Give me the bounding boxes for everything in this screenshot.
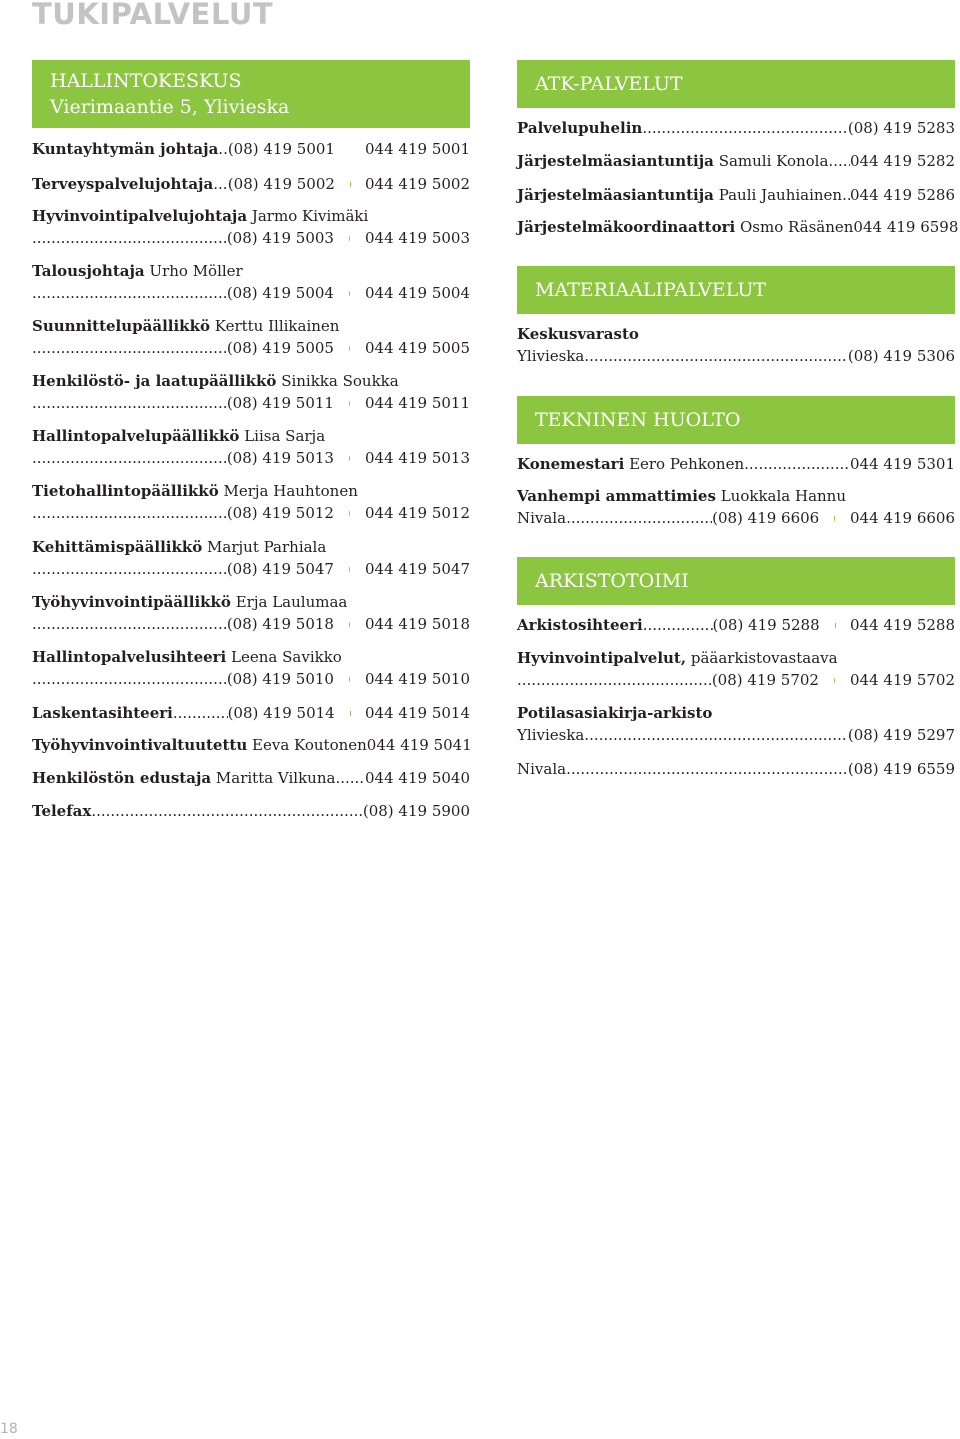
phone-number: (08) 419 5003 — [226, 229, 334, 247]
phone-number: (08) 419 5306 — [847, 347, 955, 365]
leader-dots — [566, 758, 848, 780]
bullet-icon — [349, 511, 350, 516]
contact-row — [32, 558, 470, 580]
contact-row — [517, 150, 955, 172]
mobile-number: 044 419 5010 — [365, 670, 470, 688]
contact-role: Hallintopalvelusihteeri — [32, 648, 227, 666]
leader-dots — [218, 138, 228, 160]
tekninen-banner — [517, 396, 955, 444]
contact-title — [32, 646, 342, 668]
place-name: Nivala — [517, 760, 567, 778]
contact-row — [32, 282, 470, 304]
mobile-number: 044 419 5012 — [365, 504, 470, 522]
contact-row — [517, 345, 955, 367]
phone-number: (08) 419 5047 — [226, 560, 334, 578]
contact-title — [32, 315, 339, 337]
phone-number: (08) 419 6559 — [847, 760, 955, 778]
leader-dots — [173, 702, 228, 724]
contact-row — [32, 734, 470, 756]
mobile-number: 044 419 5014 — [365, 704, 470, 722]
leader-dots — [828, 150, 850, 172]
contact-person: Luokkala Hannu — [720, 487, 846, 505]
arkisto-banner — [517, 557, 955, 605]
contact-person: Eero Pehkonen — [629, 455, 745, 473]
contact-person: Sinikka Soukka — [281, 372, 399, 390]
contact-role: Järjestelmäasiantuntija — [517, 152, 714, 170]
contact-role: Järjestelmäasiantuntija — [517, 186, 714, 204]
contact-person: Erja Laulumaa — [235, 593, 348, 611]
phone-number: (08) 419 5013 — [226, 449, 334, 467]
phone-number: (08) 419 5001 — [227, 140, 335, 158]
contact-title — [32, 536, 326, 558]
contact-row — [32, 767, 470, 789]
phone-number: (08) 419 5900 — [362, 802, 470, 820]
contact-person: pääarkistovastaava — [690, 649, 838, 667]
contact-title — [32, 260, 243, 282]
contact-person: Pauli Jauhiainen — [718, 186, 843, 204]
hallintokeskus-heading: HALLINTOKESKUS — [50, 70, 242, 92]
mobile-number: 044 419 5003 — [365, 229, 470, 247]
contact-role: Keskusvarasto — [517, 325, 639, 343]
atk-banner — [517, 60, 955, 108]
page-number: 18 — [0, 1421, 18, 1437]
contact-row — [32, 613, 470, 635]
contact-row — [32, 502, 470, 524]
leader-dots — [32, 282, 227, 304]
leader-dots — [566, 507, 712, 529]
mobile-number: 044 419 5702 — [850, 671, 955, 689]
contact-row — [517, 117, 955, 139]
place-name: Nivala — [517, 509, 567, 527]
contact-row — [32, 173, 470, 195]
mobile-number: 044 419 5301 — [850, 455, 955, 473]
place-name: Ylivieska — [517, 726, 585, 744]
phone-number: (08) 419 5283 — [847, 119, 955, 137]
phone-number: (08) 419 5005 — [226, 339, 334, 357]
contact-role: Hallintopalvelupäällikkö — [32, 427, 240, 445]
hallintokeskus-address: Vierimaantie 5, Ylivieska — [50, 96, 290, 118]
mobile-number: 044 419 5011 — [365, 394, 470, 412]
contact-person: Urho Möller — [149, 262, 243, 280]
mobile-number: 044 419 5018 — [365, 615, 470, 633]
contact-title — [32, 205, 368, 227]
bullet-icon — [834, 516, 835, 521]
contact-role: Terveyspalvelujohtaja — [32, 175, 214, 193]
contact-role: Hyvinvointipalvelut, — [517, 649, 687, 667]
contact-row — [32, 702, 470, 724]
phone-number: (08) 419 5297 — [847, 726, 955, 744]
phone-number: (08) 419 6606 — [712, 509, 820, 527]
page-title: TUKIPALVELUT — [32, 0, 274, 31]
place-name: Ylivieska — [517, 347, 585, 365]
contact-role: Suunnittelupäällikkö — [32, 317, 210, 335]
contact-person: Liisa Sarja — [244, 427, 326, 445]
mobile-number: 044 419 5002 — [365, 175, 470, 193]
contact-row — [517, 453, 955, 475]
contact-person: Jarmo Kivimäki — [251, 207, 369, 225]
contact-row — [32, 227, 470, 249]
contact-role: Telefax — [32, 802, 92, 820]
mobile-number: 044 419 5001 — [365, 140, 470, 158]
bullet-icon — [349, 456, 350, 461]
contact-row — [517, 758, 955, 780]
phone-number: (08) 419 5012 — [226, 504, 334, 522]
contact-role: Hyvinvointipalvelujohtaja — [32, 207, 248, 225]
contact-row — [32, 138, 470, 160]
contact-row — [517, 614, 955, 636]
contact-title — [32, 591, 347, 613]
phone-number: (08) 419 5010 — [226, 670, 334, 688]
phone-number: (08) 419 5004 — [226, 284, 334, 302]
leader-dots — [32, 227, 227, 249]
contact-title — [517, 485, 846, 507]
bullet-icon — [349, 677, 350, 682]
contact-role: Henkilöstön edustaja — [32, 769, 212, 787]
mobile-number: 044 419 5004 — [365, 284, 470, 302]
leader-dots — [32, 668, 227, 690]
leader-dots — [584, 345, 847, 367]
leader-dots — [91, 800, 363, 822]
contact-role: Arkistosihteeri — [517, 616, 643, 634]
materiaali-banner — [517, 266, 955, 314]
contact-person: Kerttu Illikainen — [214, 317, 340, 335]
leader-dots — [642, 117, 848, 139]
contact-role: Kuntayhtymän johtaja — [32, 140, 219, 158]
mobile-number: 044 419 5041 — [366, 736, 472, 754]
contact-person: Leena Savikko — [231, 648, 342, 666]
contact-row — [517, 507, 955, 529]
contact-role: Tietohallintopäällikkö — [32, 482, 219, 500]
leader-dots — [517, 669, 712, 691]
leader-dots — [584, 724, 847, 746]
phone-number: (08) 419 5702 — [711, 671, 819, 689]
phone-number: (08) 419 5014 — [227, 704, 335, 722]
contact-person: Maritta Vilkuna — [215, 769, 336, 787]
contact-row — [32, 337, 470, 359]
contact-person: Eeva Koutonen — [252, 736, 367, 754]
bullet-icon — [349, 401, 350, 406]
mobile-number: 044 419 6606 — [850, 509, 955, 527]
phone-number: (08) 419 5011 — [226, 394, 334, 412]
mobile-number: 044 419 6598 — [853, 218, 959, 236]
contact-role: Palvelupuhelin — [517, 119, 643, 137]
contact-title — [32, 370, 399, 392]
contact-title — [32, 480, 358, 502]
contact-person: Samuli Konola — [718, 152, 829, 170]
mobile-number: 044 419 5288 — [850, 616, 955, 634]
contact-title — [32, 425, 325, 447]
contact-person: Marjut Parhiala — [207, 538, 327, 556]
leader-dots — [32, 447, 227, 469]
leader-dots — [842, 184, 850, 206]
contact-role: Potilasasiakirja-arkisto — [517, 704, 713, 722]
contact-row — [32, 392, 470, 414]
leader-dots — [32, 337, 227, 359]
bullet-icon — [349, 291, 350, 296]
contact-row — [32, 447, 470, 469]
leader-dots — [643, 614, 713, 636]
contact-row — [517, 724, 955, 746]
contact-role: Työhyvinvointipäällikkö — [32, 593, 231, 611]
phone-number: (08) 419 5002 — [227, 175, 335, 193]
mobile-number: 044 419 5047 — [365, 560, 470, 578]
leader-dots — [335, 767, 365, 789]
contact-title — [517, 702, 712, 724]
contact-title — [517, 647, 838, 669]
mobile-number: 044 419 5282 — [850, 152, 955, 170]
leader-dots — [32, 502, 227, 524]
contact-role: Laskentasihteeri — [32, 704, 173, 722]
materiaali-heading: MATERIAALIPALVELUT — [535, 279, 767, 301]
contact-role: Talousjohtaja — [32, 262, 145, 280]
leader-dots — [744, 453, 850, 475]
hallintokeskus-banner — [32, 60, 470, 128]
contact-role: Järjestelmäkoordinaattori — [517, 218, 736, 236]
contact-row — [517, 669, 955, 691]
mobile-number: 044 419 5005 — [365, 339, 470, 357]
bullet-icon — [834, 678, 835, 683]
contact-row — [517, 184, 955, 206]
contact-role: Konemestari — [517, 455, 625, 473]
phone-number: (08) 419 5018 — [226, 615, 334, 633]
leader-dots — [213, 173, 228, 195]
mobile-number: 044 419 5013 — [365, 449, 470, 467]
contact-person: Merja Hauhtonen — [223, 482, 358, 500]
contact-row — [32, 668, 470, 690]
atk-heading: ATK-PALVELUT — [535, 73, 683, 95]
contact-person: Osmo Räsänen — [739, 218, 854, 236]
contact-role: Vanhempi ammattimies — [517, 487, 716, 505]
bullet-icon — [349, 622, 350, 627]
mobile-number: 044 419 5040 — [365, 769, 470, 787]
phone-number: (08) 419 5288 — [712, 616, 820, 634]
contact-role: Kehittämispäällikkö — [32, 538, 203, 556]
leader-dots — [32, 558, 227, 580]
bullet-icon — [349, 346, 350, 351]
leader-dots — [32, 613, 227, 635]
bullet-icon — [349, 236, 350, 241]
tekninen-heading: TEKNINEN HUOLTO — [535, 409, 741, 431]
contact-role: Työhyvinvointivaltuutettu — [32, 736, 248, 754]
contact-title — [517, 323, 639, 345]
contact-row — [32, 800, 470, 822]
contact-row — [517, 216, 959, 238]
leader-dots — [32, 392, 227, 414]
arkisto-heading: ARKISTOTOIMI — [535, 570, 689, 592]
bullet-icon — [349, 567, 350, 572]
contact-role: Henkilöstö- ja laatupäällikkö — [32, 372, 277, 390]
mobile-number: 044 419 5286 — [850, 186, 955, 204]
